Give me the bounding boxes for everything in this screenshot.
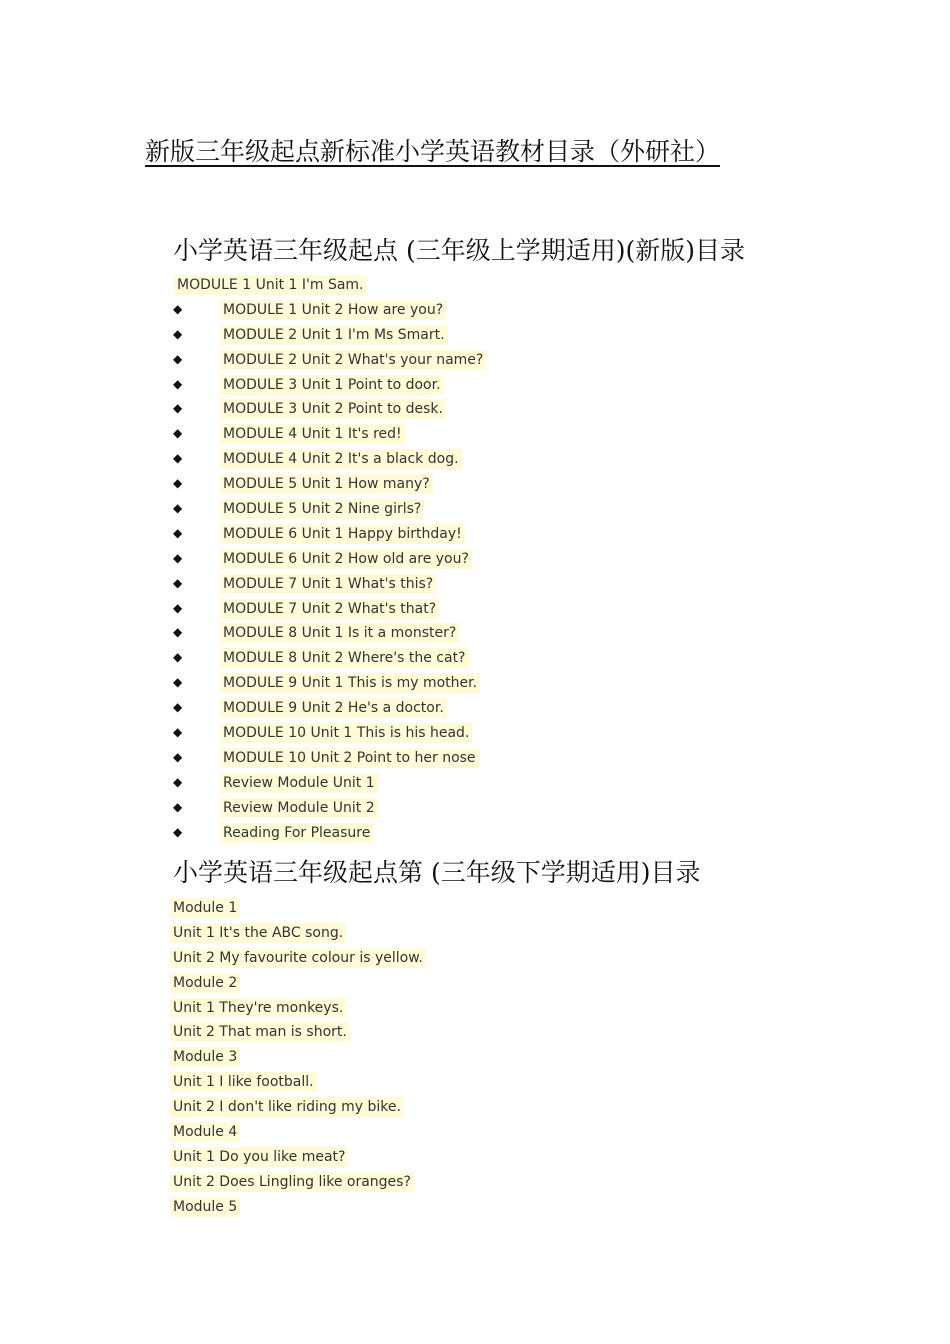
list-item-label: Unit 2 I don't like riding my bike.	[170, 1097, 404, 1117]
list-item-label: Unit 1 They're monkeys.	[170, 998, 346, 1018]
list-item-label: MODULE 4 Unit 2 It's a black dog.	[220, 449, 462, 469]
diamond-bullet-icon: ◆	[173, 401, 183, 416]
list-item-label: MODULE 8 Unit 1 Is it a monster?	[220, 623, 459, 643]
list-item-label: Reading For Pleasure	[220, 823, 373, 843]
list-item-label: Unit 1 It's the ABC song.	[170, 923, 346, 943]
list-item-label: MODULE 2 Unit 1 I'm Ms Smart.	[220, 325, 448, 345]
list-item-label: Module 3	[170, 1047, 240, 1067]
list-item-label: Unit 1 Do you like meat?	[170, 1147, 348, 1167]
list-item-label: MODULE 3 Unit 2 Point to desk.	[220, 399, 446, 419]
diamond-bullet-icon: ◆	[173, 550, 183, 565]
list-item-label: MODULE 2 Unit 2 What's your name?	[220, 350, 486, 370]
list-item-label: Unit 2 That man is short.	[170, 1022, 350, 1042]
list-item-label: Unit 2 Does Lingling like oranges?	[170, 1172, 414, 1192]
section-heading-term2: 小学英语三年级起点第 (三年级下学期适用)目录	[173, 858, 701, 887]
list-item-label: Module 4	[170, 1122, 240, 1142]
diamond-bullet-icon: ◆	[173, 476, 183, 491]
list-item-label: Module 1	[170, 898, 240, 918]
list-item-label: MODULE 4 Unit 1 It's red!	[220, 424, 405, 444]
list-item-label: Module 5	[170, 1197, 240, 1217]
diamond-bullet-icon: ◆	[173, 625, 183, 640]
diamond-bullet-icon: ◆	[173, 824, 183, 839]
diamond-bullet-icon: ◆	[173, 575, 183, 590]
list-item-label: Unit 2 My favourite colour is yellow.	[170, 948, 426, 968]
list-item-label: MODULE 8 Unit 2 Where's the cat?	[220, 648, 469, 668]
list-item-label: MODULE 6 Unit 1 Happy birthday!	[220, 524, 465, 544]
diamond-bullet-icon: ◆	[173, 700, 183, 715]
list-item-label: Review Module Unit 2	[220, 798, 378, 818]
list-item-label: MODULE 7 Unit 2 What's that?	[220, 599, 439, 619]
diamond-bullet-icon: ◆	[173, 426, 183, 441]
list-item-label: MODULE 5 Unit 2 Nine girls?	[220, 499, 424, 519]
diamond-bullet-icon: ◆	[173, 501, 183, 516]
diamond-bullet-icon: ◆	[173, 774, 183, 789]
diamond-bullet-icon: ◆	[173, 451, 183, 466]
section-heading-term1: 小学英语三年级起点 (三年级上学期适用)(新版)目录	[173, 236, 745, 265]
diamond-bullet-icon: ◆	[173, 799, 183, 814]
diamond-bullet-icon: ◆	[173, 376, 183, 391]
list-item-label: MODULE 1 Unit 2 How are you?	[220, 300, 446, 320]
list-item-label: MODULE 9 Unit 2 He's a doctor.	[220, 698, 447, 718]
list-item-label: MODULE 7 Unit 1 What's this?	[220, 574, 436, 594]
page-title: 新版三年级起点新标准小学英语教材目录（外研社）	[145, 137, 721, 166]
list-item-label: MODULE 9 Unit 1 This is my mother.	[220, 673, 480, 693]
diamond-bullet-icon: ◆	[173, 675, 183, 690]
list-item-label: MODULE 10 Unit 1 This is his head.	[220, 723, 472, 743]
list-item-label: MODULE 3 Unit 1 Point to door.	[220, 375, 444, 395]
list-item-label: MODULE 6 Unit 2 How old are you?	[220, 549, 472, 569]
list-item-label: Module 2	[170, 973, 240, 993]
diamond-bullet-icon: ◆	[173, 351, 183, 366]
list-item-label: Review Module Unit 1	[220, 773, 378, 793]
diamond-bullet-icon: ◆	[173, 650, 183, 665]
diamond-bullet-icon: ◆	[173, 301, 183, 316]
diamond-bullet-icon: ◆	[173, 326, 183, 341]
diamond-bullet-icon: ◆	[173, 725, 183, 740]
list-item-label: MODULE 10 Unit 2 Point to her nose	[220, 748, 479, 768]
list-item-label: MODULE 5 Unit 1 How many?	[220, 474, 433, 494]
diamond-bullet-icon: ◆	[173, 525, 183, 540]
list-item-label: MODULE 1 Unit 1 I'm Sam.	[174, 275, 367, 295]
list-item-label: Unit 1 I like football.	[170, 1072, 317, 1092]
diamond-bullet-icon: ◆	[173, 600, 183, 615]
diamond-bullet-icon: ◆	[173, 749, 183, 764]
